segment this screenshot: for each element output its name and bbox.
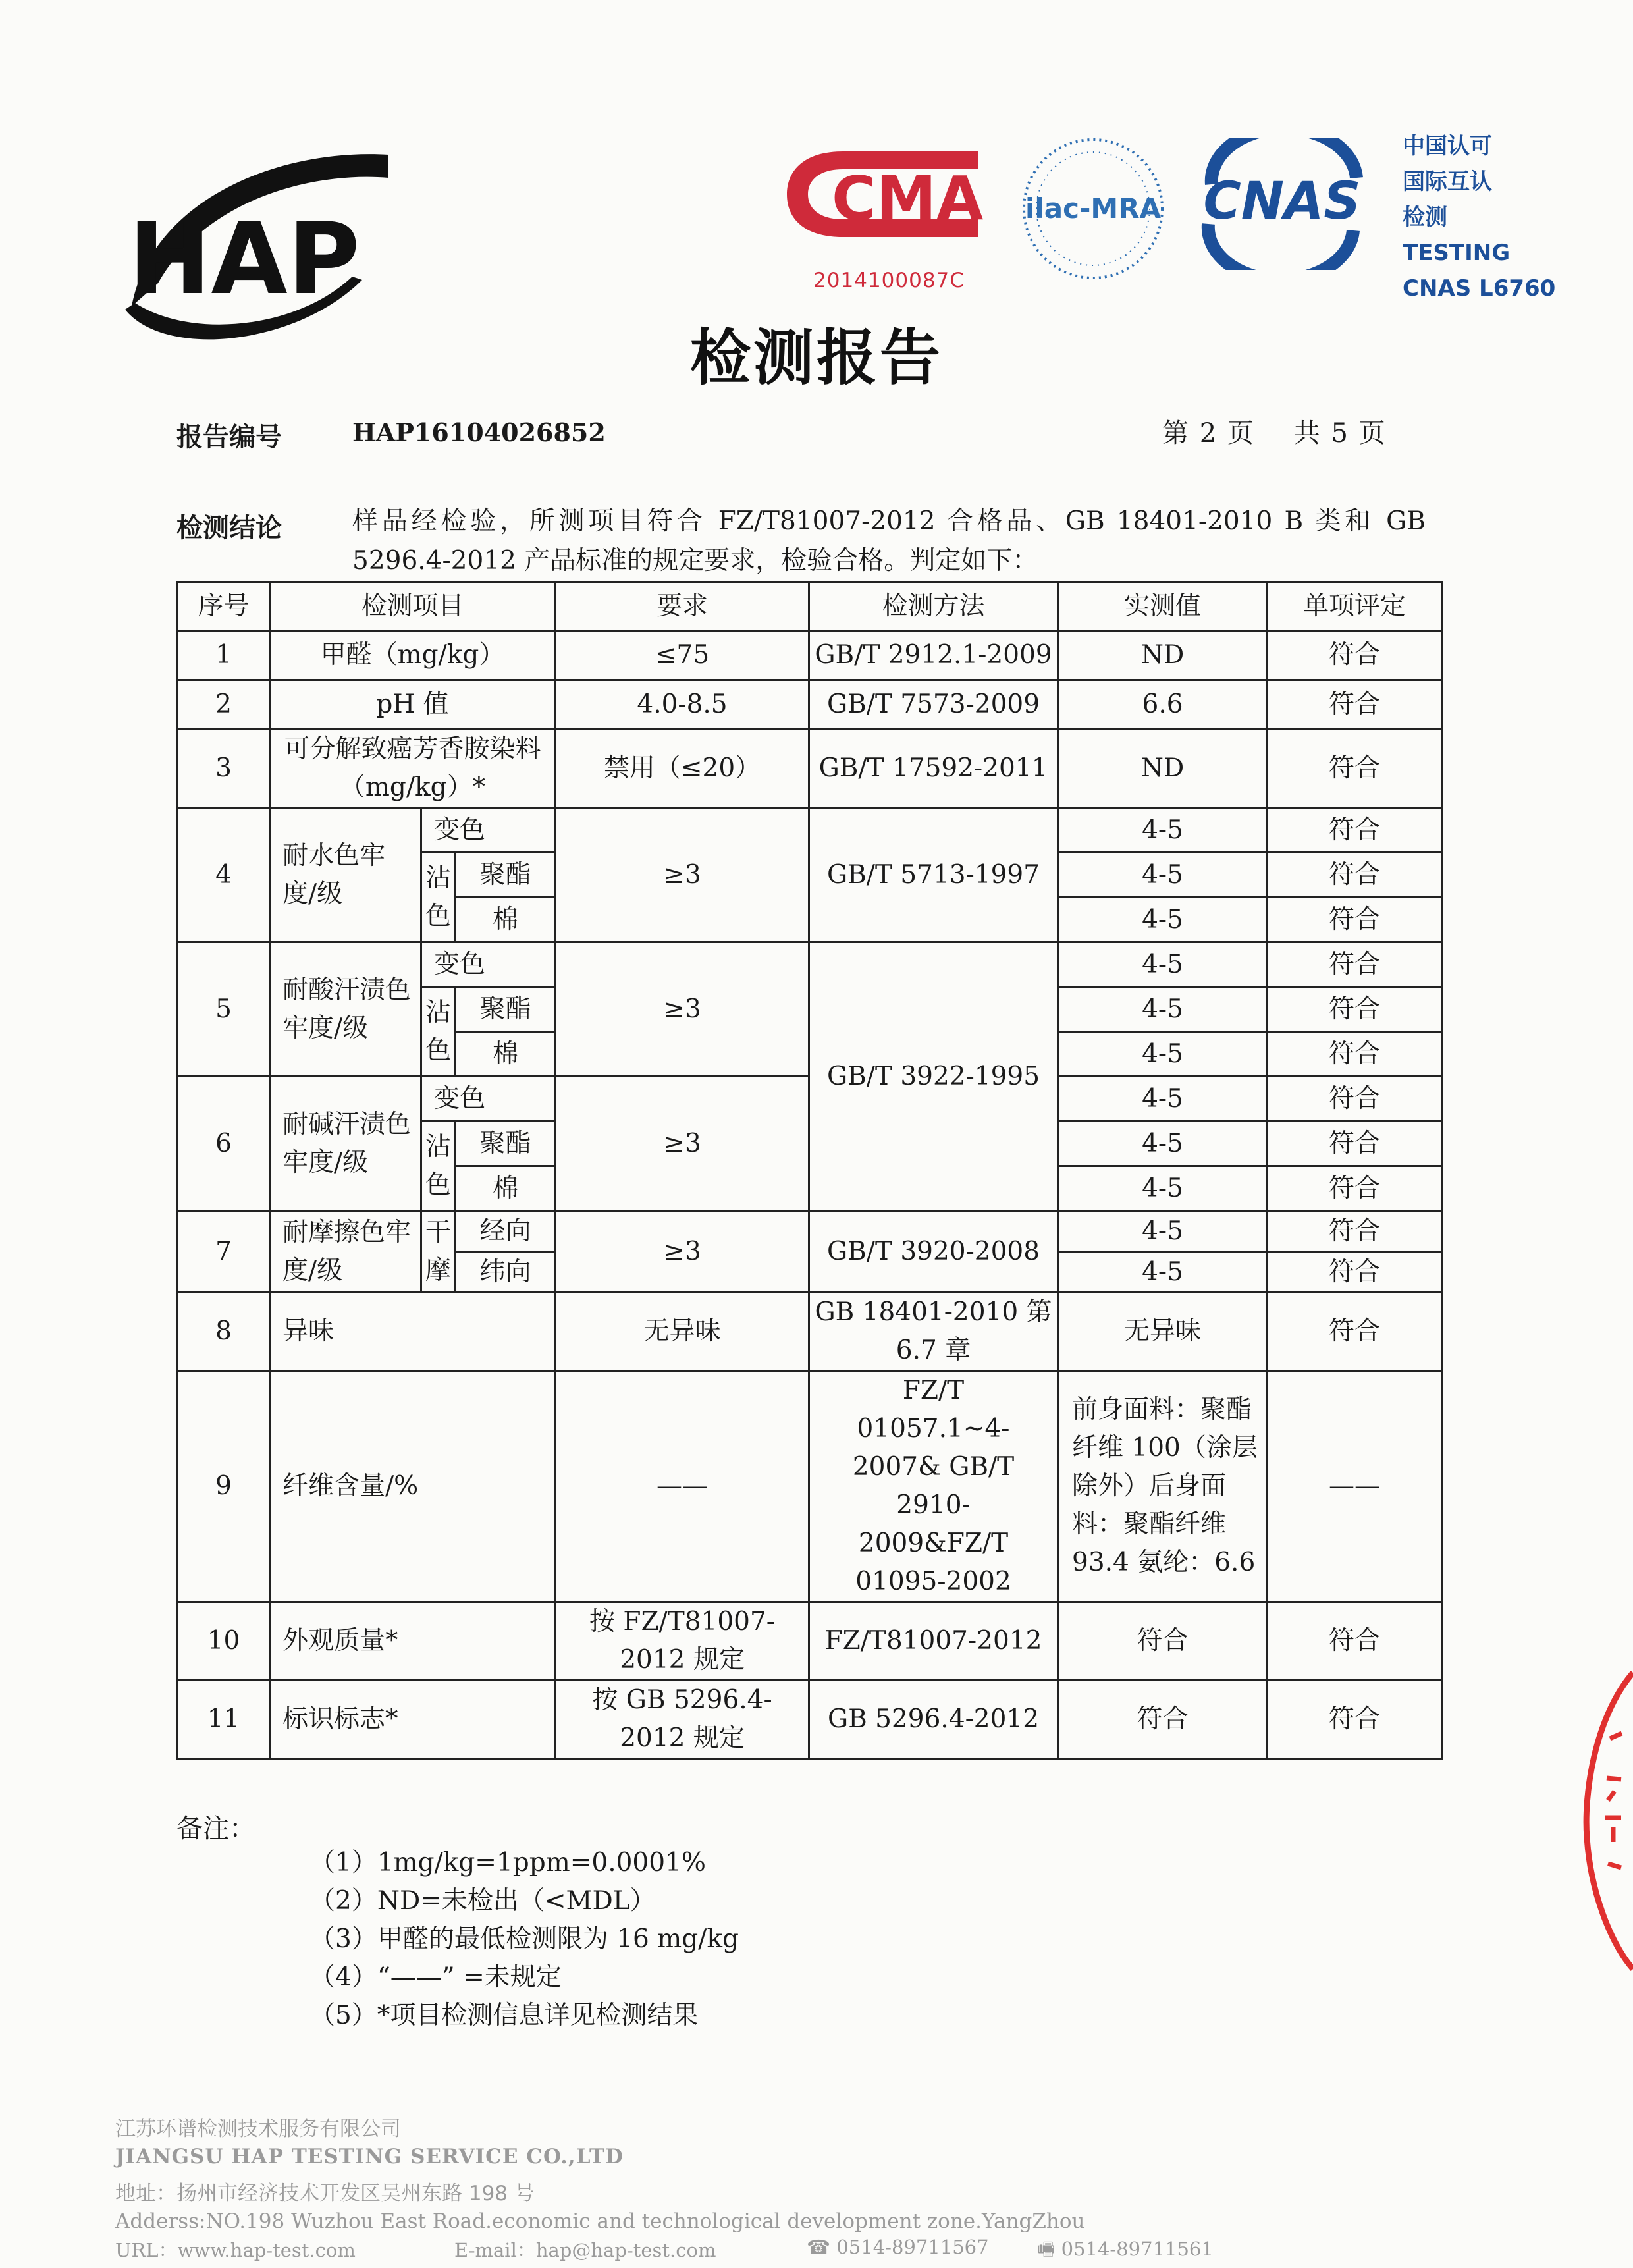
cnas-text-line: TESTING [1403, 240, 1511, 266]
cnas-text-line: 检测 [1403, 204, 1447, 230]
fax-icon: 🖷 [1037, 2238, 1061, 2260]
table-header-row [178, 582, 1442, 631]
table-row [178, 1211, 1442, 1252]
cell-judgement: 符合 [1268, 1681, 1442, 1759]
note-item: （5）*项目检测信息详见检测结果 [309, 2001, 699, 2030]
cell-item: 耐水色牢度/级 [270, 808, 421, 942]
table-row [178, 680, 1442, 730]
table-row [178, 1293, 1442, 1371]
cell-sub-cotton: 棉 [456, 1166, 556, 1211]
note-item: （4）“——” =未规定 [309, 1962, 562, 1992]
cell-judgement: 符合 [1268, 898, 1442, 942]
table-row [178, 1602, 1442, 1681]
cell-requirement: 按 FZ/T81007-2012 规定 [556, 1602, 809, 1681]
cell-requirement: —— [556, 1371, 809, 1602]
cell-seq: 6 [178, 1077, 270, 1211]
cell-method: FZ/T81007-2012 [809, 1602, 1058, 1681]
conclusion-label: 检测结论 [176, 513, 282, 543]
cell-value: 4-5 [1058, 987, 1268, 1032]
cell-judgement: 符合 [1268, 853, 1442, 898]
cell-judgement: 符合 [1268, 730, 1442, 808]
cnas-text-line: 国际互认 [1403, 169, 1492, 195]
footer-email: E-mail：hap@hap-test.com [454, 2239, 716, 2261]
cell-value: 符合 [1058, 1602, 1268, 1681]
cell-value: 4-5 [1058, 808, 1268, 853]
cell-method: GB/T 3922-1995 [809, 942, 1058, 1211]
cell-judgement: 符合 [1268, 942, 1442, 987]
cell-value: ND [1058, 730, 1268, 808]
cell-requirement: 按 GB 5296.4-2012 规定 [556, 1681, 809, 1759]
svg-text:ilac-MRA: ilac-MRA [1025, 192, 1162, 225]
cell-seq: 7 [178, 1211, 270, 1293]
cell-judgement: 符合 [1268, 808, 1442, 853]
table-row [178, 631, 1442, 680]
cell-seq: 2 [178, 680, 270, 730]
phone-icon: ☎ [807, 2236, 837, 2258]
table-row [178, 730, 1442, 808]
cell-requirement: 禁用（≤20） [556, 730, 809, 808]
header-seq: 序号 [178, 582, 270, 631]
header-value: 实测值 [1058, 582, 1268, 631]
cell-sub-weft: 纬向 [456, 1252, 556, 1293]
report-number-value: HAP16104026852 [352, 418, 606, 447]
results-table [176, 581, 1443, 1760]
note-item: （2）ND=未检出（<MDL） [309, 1886, 656, 1916]
cell-requirement: ≥3 [556, 808, 809, 942]
cell-sub-cotton: 棉 [456, 898, 556, 942]
cell-item: 纤维含量/% [270, 1371, 556, 1602]
cell-sub-color-change: 变色 [421, 942, 556, 987]
cell-item: 耐碱汗渍色牢度/级 [270, 1077, 421, 1211]
header-item: 检测项目 [270, 582, 556, 631]
page-info: 第 2 页 共 5 页 [1162, 418, 1387, 448]
cma-logo [780, 142, 994, 247]
svg-text:CMA: CMA [832, 163, 984, 234]
cell-requirement: ≥3 [556, 1077, 809, 1211]
note-item: （1）1mg/kg=1ppm=0.0001% [309, 1848, 706, 1877]
notes-list [309, 1844, 739, 2035]
cell-judgement: 符合 [1268, 1032, 1442, 1077]
cnas-logo [1192, 138, 1373, 270]
cell-value: ND [1058, 631, 1268, 680]
cell-value: 4-5 [1058, 853, 1268, 898]
footer-url: URL：www.hap-test.com [115, 2239, 356, 2261]
note-item: （3）甲醛的最低检测限为 16 mg/kg [309, 1924, 739, 1954]
cell-seq: 11 [178, 1681, 270, 1759]
cell-value: 4-5 [1058, 1032, 1268, 1077]
footer-company-cn: 江苏环谱检测技术服务有限公司 [115, 2117, 401, 2141]
cell-seq: 3 [178, 730, 270, 808]
header-requirement: 要求 [556, 582, 809, 631]
cell-requirement: ≤75 [556, 631, 809, 680]
cell-seq: 4 [178, 808, 270, 942]
cell-judgement: 符合 [1268, 1211, 1442, 1252]
footer-phone [807, 2236, 989, 2258]
cell-judgement: 符合 [1268, 1602, 1442, 1681]
cell-sub-polyester: 聚酯 [456, 853, 556, 898]
footer-address-en: Adderss:NO.198 Wuzhou East Road.economic and technological development zone.YangZhou [115, 2209, 1085, 2233]
footer-company-en: JIANGSU HAP TESTING SERVICE CO.,LTD [115, 2145, 624, 2169]
cell-value: 4-5 [1058, 1166, 1268, 1211]
cell-sub-dry-rubbing: 干摩 [421, 1211, 456, 1293]
cell-item: pH 值 [270, 680, 556, 730]
cell-judgement: 符合 [1268, 680, 1442, 730]
cell-item: 标识标志* [270, 1681, 556, 1759]
cell-judgement: —— [1268, 1371, 1442, 1602]
cell-value: 4-5 [1058, 898, 1268, 942]
red-seal-stamp [1580, 1666, 1633, 1976]
report-number-label: 报告编号 [176, 422, 282, 452]
cell-item: 外观质量* [270, 1602, 556, 1681]
cell-sub-color-change: 变色 [421, 1077, 556, 1121]
cell-method: GB/T 7573-2009 [809, 680, 1058, 730]
cell-value: 4-5 [1058, 1252, 1268, 1293]
cell-sub-staining: 沾色 [421, 853, 456, 942]
cell-seq: 5 [178, 942, 270, 1077]
cell-value: 4-5 [1058, 1211, 1268, 1252]
table-row [178, 808, 1442, 853]
conclusion-text: 样品经检验，所测项目符合 FZ/T81007-2012 合格品、GB 18401-2010 B 类和 GB 5296.4-2012 产品标准的规定要求，检验合格。判定如下： [352, 506, 1426, 576]
footer-fax-number: 0514-89711561 [1061, 2238, 1214, 2260]
cell-sub-polyester: 聚酯 [456, 987, 556, 1032]
header-method: 检测方法 [809, 582, 1058, 631]
cell-judgement: 符合 [1268, 1252, 1442, 1293]
cell-value: 前身面料：聚酯纤维 100（涂层除外）后身面料：聚酯纤维 93.4 氨纶：6.6 [1058, 1371, 1268, 1602]
cnas-text-line: CNAS L6760 [1403, 275, 1556, 302]
cell-value: 4-5 [1058, 1121, 1268, 1166]
ilac-mra-logo [1014, 135, 1172, 283]
cell-item: 耐酸汗渍色牢度/级 [270, 942, 421, 1077]
cell-item: 可分解致癌芳香胺染料（mg/kg）* [270, 730, 556, 808]
cma-number: 2014100087C [813, 269, 965, 292]
footer-fax [1037, 2236, 1214, 2268]
table-row [178, 1681, 1442, 1759]
cell-item: 甲醛（mg/kg） [270, 631, 556, 680]
cell-judgement: 符合 [1268, 631, 1442, 680]
cell-item: 耐摩擦色牢度/级 [270, 1211, 421, 1293]
cell-value: 4-5 [1058, 942, 1268, 987]
cell-method: GB/T 5713-1997 [809, 808, 1058, 942]
cell-method: GB/T 3920-2008 [809, 1211, 1058, 1293]
svg-text:HAP: HAP [128, 202, 360, 317]
cell-judgement: 符合 [1268, 1293, 1442, 1371]
cell-requirement: 无异味 [556, 1293, 809, 1371]
cell-value: 4-5 [1058, 1077, 1268, 1121]
cell-method: GB/T 17592-2011 [809, 730, 1058, 808]
cell-requirement: ≥3 [556, 1211, 809, 1293]
cell-sub-staining: 沾色 [421, 987, 456, 1077]
cell-method: GB 5296.4-2012 [809, 1681, 1058, 1759]
cell-sub-polyester: 聚酯 [456, 1121, 556, 1166]
table-row [178, 1371, 1442, 1602]
cell-judgement: 符合 [1268, 987, 1442, 1032]
cell-judgement: 符合 [1268, 1121, 1442, 1166]
cell-seq: 8 [178, 1293, 270, 1371]
document-title: 检测报告 [689, 323, 943, 393]
cell-sub-warp: 经向 [456, 1211, 556, 1252]
cell-seq: 10 [178, 1602, 270, 1681]
footer-address-cn: 地址：扬州市经济技术开发区吴州东路 198 号 [115, 2182, 535, 2205]
cell-sub-color-change: 变色 [421, 808, 556, 853]
cell-value: 无异味 [1058, 1293, 1268, 1371]
notes-label: 备注： [176, 1814, 255, 1844]
cell-item: 异味 [270, 1293, 556, 1371]
cell-value: 符合 [1058, 1681, 1268, 1759]
cell-judgement: 符合 [1268, 1166, 1442, 1211]
cell-method: GB 18401-2010 第 6.7 章 [809, 1293, 1058, 1371]
cell-value: 6.6 [1058, 680, 1268, 730]
cell-sub-cotton: 棉 [456, 1032, 556, 1077]
cell-sub-staining: 沾色 [421, 1121, 456, 1211]
footer-phone-number: 0514-89711567 [836, 2236, 989, 2258]
cell-seq: 1 [178, 631, 270, 680]
table-row [178, 942, 1442, 987]
cell-judgement: 符合 [1268, 1077, 1442, 1121]
cnas-accreditation-text [1403, 128, 1613, 306]
cnas-text-line: 中国认可 [1403, 133, 1492, 159]
header-judgement: 单项评定 [1268, 582, 1442, 631]
cell-requirement: ≥3 [556, 942, 809, 1077]
cell-seq: 9 [178, 1371, 270, 1602]
cell-method: FZ/T 01057.1~4-2007& GB/T 2910-2009&FZ/T 01095-2002 [809, 1371, 1058, 1602]
svg-text:CNAS: CNAS [1203, 172, 1361, 231]
cell-requirement: 4.0-8.5 [556, 680, 809, 730]
cell-method: GB/T 2912.1-2009 [809, 631, 1058, 680]
